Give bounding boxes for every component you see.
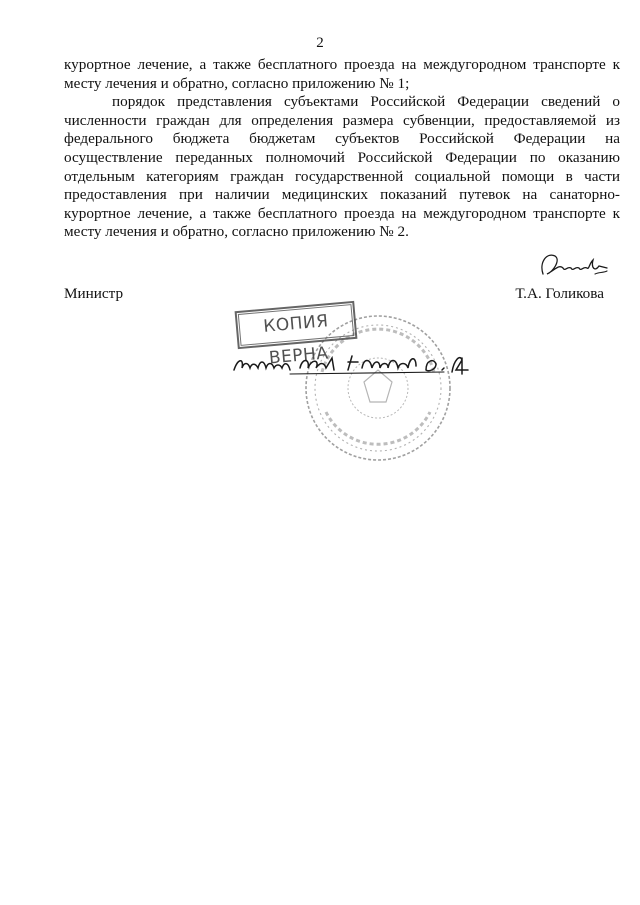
minister-signature bbox=[533, 246, 613, 286]
document-body bbox=[64, 56, 620, 242]
minister-title: Министр bbox=[64, 285, 124, 302]
certified-copy-stamp-inner-border bbox=[238, 304, 354, 346]
certified-copy-stamp: КОПИЯ ВЕРНА bbox=[235, 301, 358, 349]
handwritten-certification-note bbox=[230, 350, 480, 378]
minister-name: Т.А. Голикова bbox=[515, 285, 604, 302]
paragraph-continuation: курортное лечение, а также бесплатного проезда на междугородном транспорте к месту лечения и обратно, согласно приложению № 1; bbox=[64, 56, 620, 92]
paragraph-procedure: порядок представления субъектами Российской Федерации сведений о численности граждан для определения размера субвенции, предоставляемой из федерального бюджета бюджетам субъектов Российской Федерации на осуществление переданных полномочий Российской Федерации по оказанию отдельным категориям граждан государственной социальной помощи в части предоставления при наличии медицинских показаний путевок на санаторно-курортное лечение, а также бесплатного проезда на междугородном транспорте к месту лечения и обратно, согласно приложению № 2. bbox=[64, 93, 620, 241]
page-number: 2 bbox=[316, 35, 324, 51]
